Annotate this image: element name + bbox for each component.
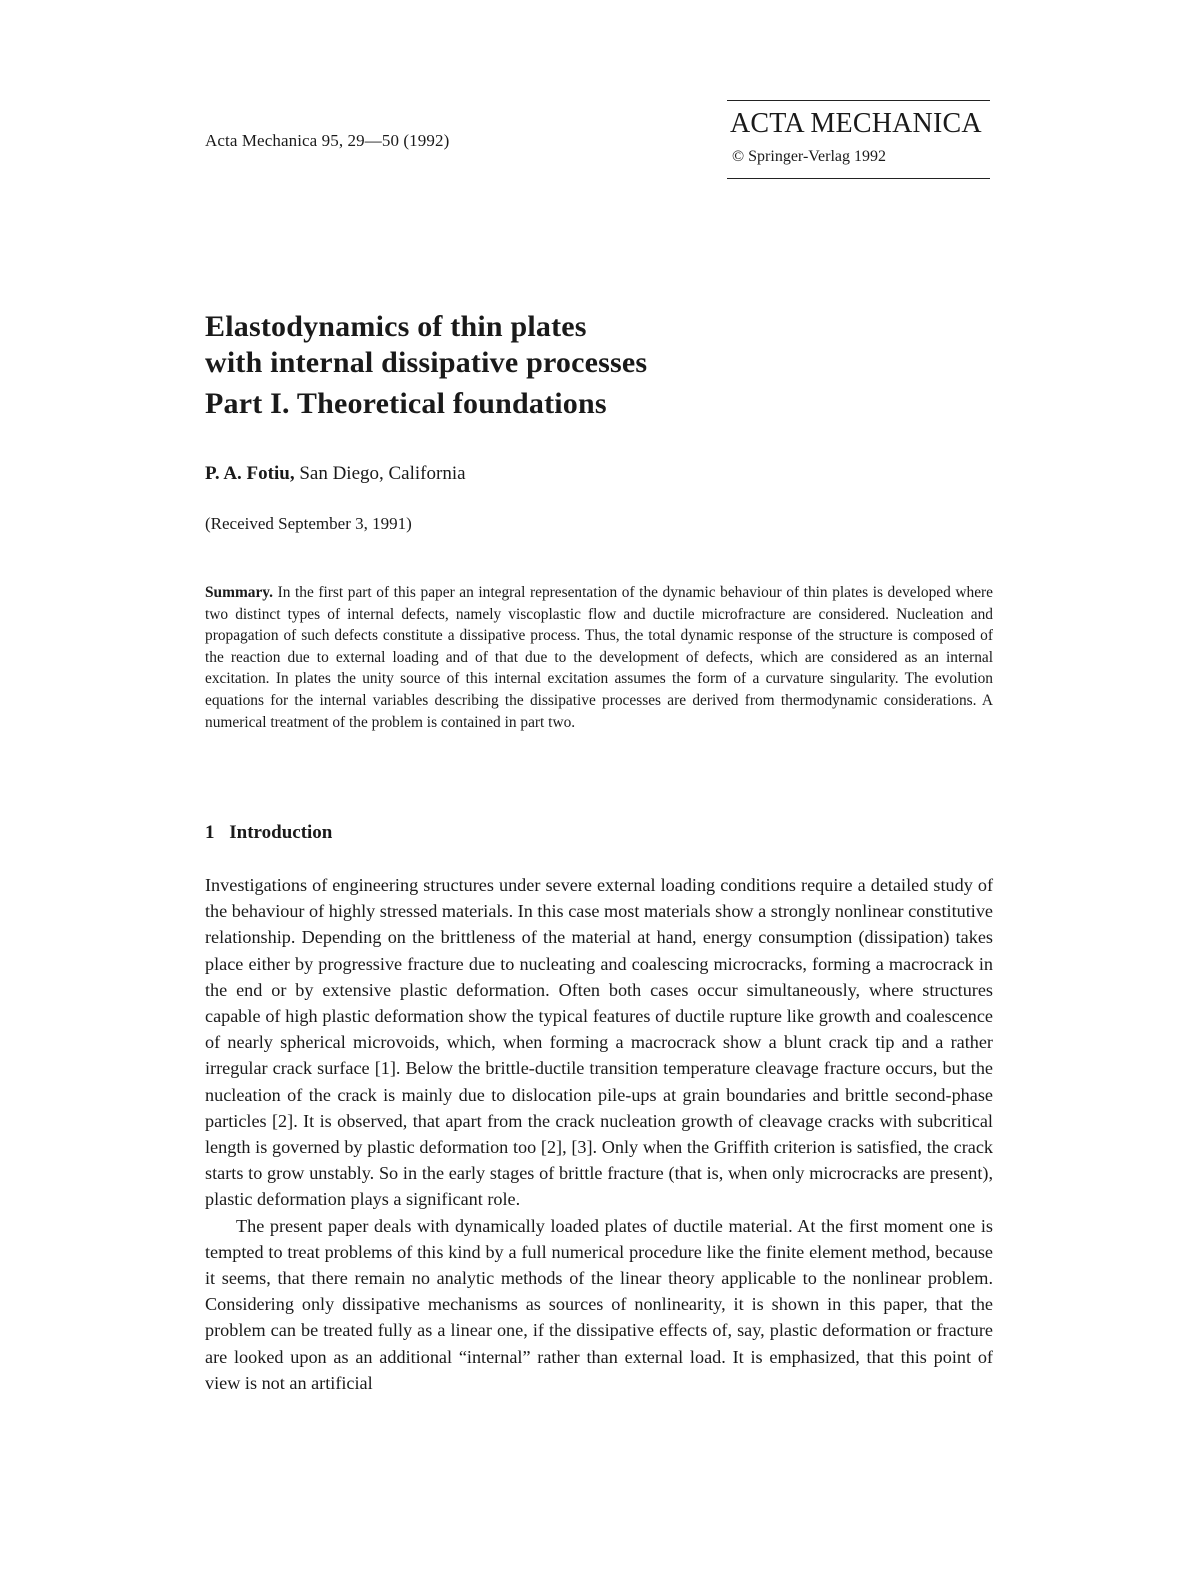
received-date: (Received September 3, 1991) <box>205 514 412 533</box>
summary-label: Summary. <box>205 584 273 601</box>
author-name: P. A. Fotiu, <box>205 463 295 484</box>
section-number: 1 <box>205 822 215 843</box>
title-line-1: Elastodynamics of thin plates <box>205 310 587 343</box>
section-title: Introduction <box>229 822 333 843</box>
summary-abstract <box>205 582 993 733</box>
author-location: San Diego, California <box>299 463 466 484</box>
section-heading <box>205 822 332 844</box>
masthead-top-rule <box>727 100 990 101</box>
article-subtitle: Part I. Theoretical foundations <box>205 387 607 420</box>
masthead-bottom-rule <box>727 178 990 179</box>
paragraph-2: The present paper deals with dynamically loaded plates of ductile material. At the first moment one is tempted to treat problems of this kind by a full numerical procedure like the finite element method, because it seems, that there remain no analytic methods of the linear theory applicable to the nonlinear problem. Considering only dissipative mechanisms as sources of nonlinearity, it is shown in this paper, that the problem can be treated fully as a linear one, if the dissipative effects of, say, plastic deformation or fracture are looked upon as an additional “internal” rather than external load. It is emphasized, that this point of view is not an artificial <box>205 1215 993 1393</box>
journal-masthead <box>727 100 990 180</box>
author-line <box>205 463 466 485</box>
paragraph-1: Investigations of engineering structures under severe external loading conditions require a detailed study of the behaviour of highly stressed materials. In this case most materials show a strongly nonlinear constitutive relationship. Depending on the brittleness of the material at hand, energy consumption (dissipation) takes place either by progressive fracture due to nucleating and coalescing microcracks, forming a macrocrack in the end or by extensive plastic deformation. Often both cases occur simultaneously, where structures capable of high plastic deformation show the typical features of ductile rupture like growth and coalescence of nearly spherical microvoids, which, when forming a macrocrack show a blunt crack tip and a rather irregular crack surface [1]. Below the brittle-ductile transition temperature cleavage fracture occurs, but the nucleation of the crack is mainly due to dislocation pile-ups at grain boundaries and brittle second-phase particles [2]. It is observed, that apart from the crack nucleation growth of cleavage cracks with subcritical length is governed by plastic deformation too [2], [3]. Only when the Griffith criterion is satisfied, the crack starts to grow unstably. So in the early stages of brittle fracture (that is, when only microcracks are present), plastic deformation plays a significant role. <box>205 875 993 1210</box>
journal-name: ACTA MECHANICA <box>730 108 982 139</box>
article-title <box>205 309 647 422</box>
title-line-2: with internal dissipative processes <box>205 346 648 379</box>
body-text <box>205 872 993 1396</box>
journal-reference: Acta Mechanica 95, 29—50 (1992) <box>205 131 450 150</box>
summary-text: In the first part of this paper an integral representation of the dynamic behaviour of thin plates is developed where two distinct types of internal defects, namely viscoplastic flow and ductile microfracture are considered. Nucleation and propagation of such defects constitute a dissipative process. Thus, the total dynamic response of the structure is composed of the reaction due to external loading and of that due to the development of defects, which are considered as an internal excitation. In plates the unity source of this internal excitation assumes the form of a curvature singularity. The evolution equations for the internal variables describing the dissipative processes are derived from thermodynamic considerations. A numerical treatment of the problem is contained in part two. <box>205 584 993 731</box>
copyright-notice: © Springer-Verlag 1992 <box>732 148 887 165</box>
